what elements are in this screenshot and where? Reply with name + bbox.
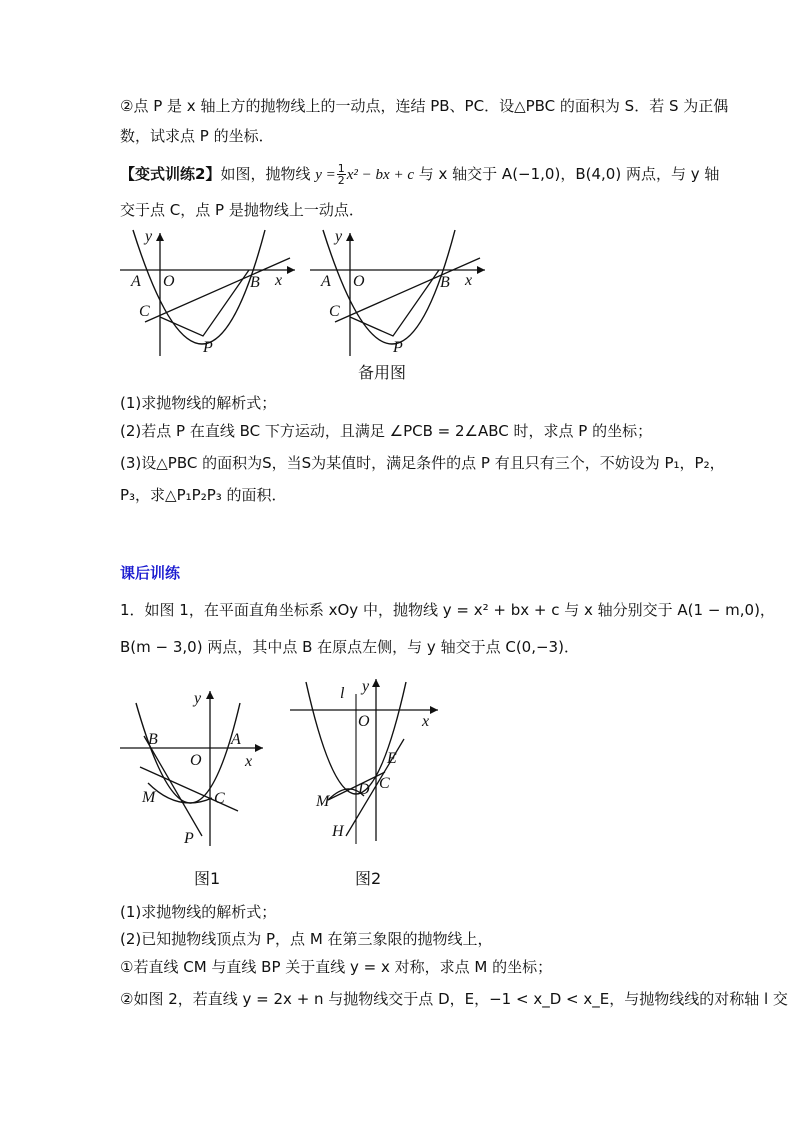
point-label-e: E bbox=[387, 750, 397, 767]
subquestion-1: (1)求抛物线的解析式； bbox=[120, 394, 277, 412]
variant-header-line bbox=[120, 163, 719, 186]
equation-lhs: y = bbox=[315, 167, 336, 183]
figure-1-caption: 图1 bbox=[194, 869, 221, 888]
problem-text-line: B(m − 3,0) 两点，其中点 B 在原点左侧，与 y 轴交于点 C(0,−3)． bbox=[120, 638, 579, 656]
symmetry-axis-label: l bbox=[340, 685, 345, 702]
point-label-m: M bbox=[316, 793, 330, 810]
origin-label: O bbox=[190, 752, 202, 769]
axis-label-y: y bbox=[194, 690, 202, 707]
axis-label-x: x bbox=[275, 272, 283, 289]
figure-caption-spare: 备用图 bbox=[358, 363, 407, 382]
point-label-a: A bbox=[321, 273, 331, 290]
question-text-line: 数，试求点 P 的坐标． bbox=[120, 127, 274, 145]
point-label-c: C bbox=[139, 303, 150, 320]
axis-label-x: x bbox=[245, 753, 253, 770]
axis-label-y: y bbox=[145, 228, 153, 245]
equation-rhs: x² − bx + c bbox=[346, 167, 414, 183]
axis-label-y: y bbox=[335, 228, 343, 245]
point-label-p: P bbox=[393, 339, 403, 356]
problem-text-line: 1．如图 1，在平面直角坐标系 xOy 中，抛物线 y = x² + bx + c 与 x 轴分别交于 A(1 − m,0)， bbox=[120, 601, 775, 619]
subquestion-2: (2)若点 P 在直线 BC 下方运动，且满足 ∠PCB = 2∠ABC 时，求点 P 的坐标； bbox=[120, 422, 653, 440]
origin-label: O bbox=[163, 273, 175, 290]
origin-label: O bbox=[358, 713, 370, 730]
section-title: 课后训练 bbox=[120, 564, 181, 582]
subquestion-1: (1)求抛物线的解析式； bbox=[120, 903, 277, 921]
variant-text: 与 x 轴交于 A(−1,0)，B(4,0) 两点，与 y 轴 bbox=[413, 165, 720, 183]
point-label-a: A bbox=[231, 731, 241, 748]
figure-2 bbox=[288, 676, 448, 848]
parabola-figure-right bbox=[305, 228, 490, 358]
point-label-m: M bbox=[142, 789, 156, 806]
axis-label-y: y bbox=[362, 678, 370, 695]
axis-label-x: x bbox=[465, 272, 473, 289]
variant-text-line: 交于点 C，点 P 是抛物线上一动点． bbox=[120, 201, 364, 219]
subquestion-2: (2)已知抛物线顶点为 P，点 M 在第三象限的抛物线上， bbox=[120, 930, 493, 948]
axis-label-x: x bbox=[422, 713, 430, 730]
point-label-c: C bbox=[379, 775, 390, 792]
equation-fraction: $\frac{1}{2}$ bbox=[337, 162, 345, 187]
variant-tag: 【变式训练2】 bbox=[120, 165, 221, 183]
variant-text: 如图，抛物线 bbox=[220, 165, 316, 183]
question-text-line: ②点 P 是 x 轴上方的抛物线上的一动点，连结 PB、PC．设△PBC 的面积为 S．若 S 为正偶 bbox=[120, 97, 729, 115]
point-label-d: D bbox=[358, 781, 370, 798]
subquestion-2b: ②如图 2，若直线 y = 2x + n 与抛物线交于点 D，E，−1 < x_D < x_E，与抛物线线的对称轴 l 交 bbox=[120, 990, 788, 1008]
point-label-c: C bbox=[329, 303, 340, 320]
point-label-a: A bbox=[131, 273, 141, 290]
point-label-h: H bbox=[332, 823, 344, 840]
parabola-figure-left bbox=[115, 228, 300, 358]
subquestion-3-cont: P₃，求△P₁P₂P₃ 的面积． bbox=[120, 486, 287, 504]
point-label-p: P bbox=[184, 830, 194, 847]
point-label-c: C bbox=[214, 790, 225, 807]
point-label-p: P bbox=[203, 339, 213, 356]
figure-2-caption: 图2 bbox=[355, 869, 382, 888]
subquestion-3: (3)设△PBC 的面积为S，当S为某值时，满足条件的点 P 有且只有三个，不妨设为 P₁，P₂， bbox=[120, 454, 725, 472]
point-label-b: B bbox=[148, 731, 158, 748]
point-label-b: B bbox=[250, 274, 260, 291]
subquestion-2a: ①若直线 CM 与直线 BP 关于直线 y = x 对称，求点 M 的坐标； bbox=[120, 958, 553, 976]
figure-1 bbox=[118, 688, 268, 848]
origin-label: O bbox=[353, 273, 365, 290]
point-label-b: B bbox=[440, 274, 450, 291]
